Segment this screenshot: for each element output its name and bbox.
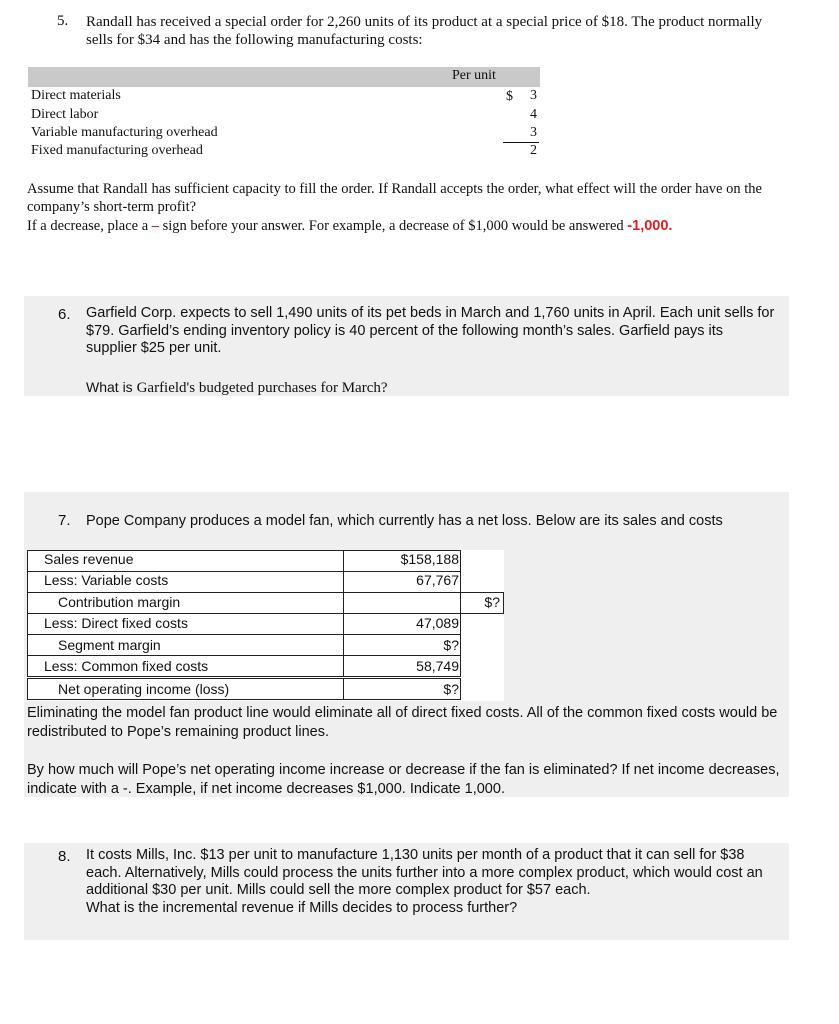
label-sales-revenue: Sales revenue bbox=[44, 551, 134, 567]
question-7-intro: Pope Company produces a model fan, which currently has a net loss. Below are its sales and costs bbox=[86, 513, 723, 529]
per-unit-header: Per unit bbox=[452, 68, 496, 83]
currency-symbol: $ bbox=[506, 89, 513, 104]
question-7-text: By how much will Pope’s net operating income increase or decrease if the fan is eliminated? If net income decreases, indicate with a -. Example, if net income decreases $1,000. Indicate 1,000. bbox=[27, 762, 780, 797]
row-value-fixed-overhead: 2 bbox=[530, 143, 537, 158]
value-net-operating-income: $? bbox=[443, 681, 459, 697]
value-segment-margin: $? bbox=[443, 637, 459, 653]
hint-middle: sign before your answer. For example, a decrease of $1,000 would be answered bbox=[162, 218, 628, 234]
question-7-note: Eliminating the model fan product line would eliminate all of direct fixed costs. All of the common fixed costs would be redistributed to Pope’s remaining product lines. bbox=[27, 705, 778, 740]
total-underline bbox=[503, 142, 539, 143]
label-common-fixed-costs: Less: Common fixed costs bbox=[44, 658, 209, 674]
hint-example: -1,000. bbox=[627, 218, 673, 234]
row-value-direct-materials: 3 bbox=[530, 88, 537, 103]
hint-prefix: If a decrease, place a bbox=[27, 218, 149, 234]
row-label-variable-overhead: Variable manufacturing overhead bbox=[31, 125, 218, 140]
question-5-text: Assume that Randall has sufficient capacity to fill the order. If Randall accepts the order, what effect will the order have on the company’s short-term profit? bbox=[27, 181, 762, 215]
income-statement-table bbox=[27, 550, 504, 701]
question-6-text: Garfield Corp. expects to sell 1,490 units of its pet beds in March and 1,760 units in April. Each unit sells for $79. Garfield’s ending inventory policy is 40 percent of the following month’s sales. Garfield pays its supplier $25 per unit. bbox=[86, 305, 775, 356]
question-5-number: 5. bbox=[57, 13, 69, 29]
cost-table-header bbox=[28, 67, 540, 87]
label-contribution-margin: Contribution margin bbox=[58, 594, 181, 610]
row-value-variable-overhead: 3 bbox=[530, 125, 537, 140]
row-label-direct-materials: Direct materials bbox=[31, 88, 121, 103]
prompt-rest: Garfield's budgeted purchases for March? bbox=[136, 380, 388, 396]
question-5-hint bbox=[27, 218, 787, 235]
value-common-fixed-costs: 58,749 bbox=[416, 658, 459, 674]
value-contribution-margin: $? bbox=[484, 594, 500, 610]
label-segment-margin: Segment margin bbox=[58, 637, 161, 653]
question-6-number: 6. bbox=[58, 306, 71, 323]
prompt-prefix: What is bbox=[86, 379, 137, 395]
row-label-direct-labor: Direct labor bbox=[31, 107, 99, 122]
minus-sign-mark: – bbox=[148, 218, 163, 234]
question-8-prompt: What is the incremental revenue if Mills decides to process further? bbox=[86, 899, 518, 916]
question-8-body bbox=[86, 847, 776, 917]
question-8-number: 8. bbox=[58, 848, 71, 865]
question-7-number: 7. bbox=[58, 512, 71, 529]
label-direct-fixed-costs: Less: Direct fixed costs bbox=[44, 615, 188, 631]
question-6-prompt bbox=[86, 379, 388, 397]
row-value-direct-labor: 4 bbox=[530, 107, 537, 122]
value-direct-fixed-costs: 47,089 bbox=[416, 615, 459, 631]
row-label-fixed-overhead: Fixed manufacturing overhead bbox=[31, 143, 203, 158]
value-sales-revenue: $158,188 bbox=[400, 551, 459, 567]
question-8-text: It costs Mills, Inc. $13 per unit to manufacture 1,130 units per month of a product that it can sell for $38 each. Alternatively, Mills could process the units further into a more complex product, which would cost an additional $30 per unit. Mills could sell the more complex product for $57 each. bbox=[86, 847, 763, 898]
question-5-intro: Randall has received a special order for 2,260 units of its product at a special price of $18. The product normally sells for $34 and has the following manufacturing costs: bbox=[86, 14, 763, 48]
label-variable-costs: Less: Variable costs bbox=[44, 572, 169, 588]
label-net-operating-income: Net operating income (loss) bbox=[58, 681, 230, 697]
value-variable-costs: 67,767 bbox=[416, 572, 459, 588]
